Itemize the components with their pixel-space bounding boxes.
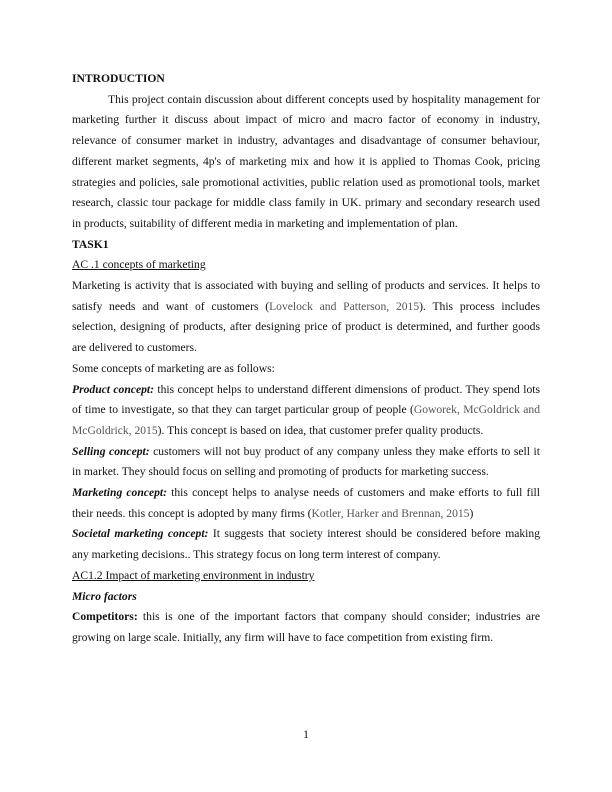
micro-factors-heading: Micro factors	[72, 589, 137, 603]
product-concept-term: Product concept:	[72, 382, 154, 396]
concepts-intro-line: Some concepts of marketing are as follows:	[72, 361, 275, 375]
marketing-definition-paragraph	[72, 276, 540, 359]
product-concept-text-b: ). This concept is based on idea, that customer prefer quality products.	[157, 423, 484, 437]
marketing-concept-text-b: )	[469, 506, 474, 520]
marketing-definition-text-a: Marketing is activity that is associated with buying and selling of products and services. It helps to satisfy needs and want of customers (	[72, 279, 540, 313]
competitors-paragraph	[72, 607, 540, 648]
marketing-concept-paragraph	[72, 483, 540, 524]
selling-concept-term: Selling concept:	[72, 444, 150, 458]
competitors-term: Competitors:	[72, 610, 138, 624]
citation-lovelock: Lovelock and Patterson, 2015	[269, 299, 420, 313]
ac1-title: AC .1 concepts of marketing	[72, 258, 206, 272]
marketing-definition-text-b: ). This process includes selection, designing of products, after designing price of product is determined, and further goods are delivered to customers.	[72, 299, 541, 355]
task1-heading: TASK1	[72, 237, 109, 251]
competitors-text: this is one of the important factors that company should consider; industries are growing on large scale. Initially, any firm will have to face competition from existing firm.	[72, 610, 540, 644]
societal-concept-term: Societal marketing concept:	[72, 527, 209, 541]
selling-concept-text: customers will not buy product of any company unless they make efforts to sell it in market. They should focus on selling and promoting of products for marketing success.	[72, 444, 540, 479]
page-number: 1	[303, 728, 309, 741]
page-content	[72, 69, 540, 649]
societal-concept-text: It suggests that society interest should be considered before making any marketing decisions.. This strategy focus on long term interest of company.	[72, 527, 540, 562]
introduction-paragraph: This project contain discussion about different concepts used by hospitality management for marketing further it discuss about impact of micro and macro factor of economy in industry, relevance of consumer market in industry, advantages and disadvantage of consumer behaviour, different market segments, 4p's of marketing mix and how it is applied to Thomas Cook, pricing strategies and policies, sale promotional activities, public relation used as promotional tools, market research, classic tour package for middle class family in UK. primary and secondary research used in products, suitability of different media in marketing and implementation of plan.	[72, 92, 540, 230]
societal-concept-paragraph	[72, 524, 540, 565]
introduction-heading: INTRODUCTION	[72, 72, 165, 85]
ac12-title: AC1.2 Impact of marketing environment in industry	[72, 568, 315, 582]
marketing-concept-text-a: this concept helps to analyse needs of customers and make efforts to full fill their needs. this concept is adopted by many firms (	[72, 486, 540, 520]
selling-concept-paragraph	[72, 442, 540, 483]
product-concept-paragraph	[72, 380, 540, 442]
citation-kotler: Kotler, Harker and Brennan, 2015	[311, 506, 470, 520]
marketing-concept-term: Marketing concept:	[72, 486, 167, 500]
product-concept-text-a: this concept helps to understand different dimensions of product. They spend lots of time to investigate, so that they can target particular group of people (	[72, 382, 540, 417]
citation-goworek: Goworek, McGoldrick and McGoldrick, 2015	[72, 403, 540, 437]
